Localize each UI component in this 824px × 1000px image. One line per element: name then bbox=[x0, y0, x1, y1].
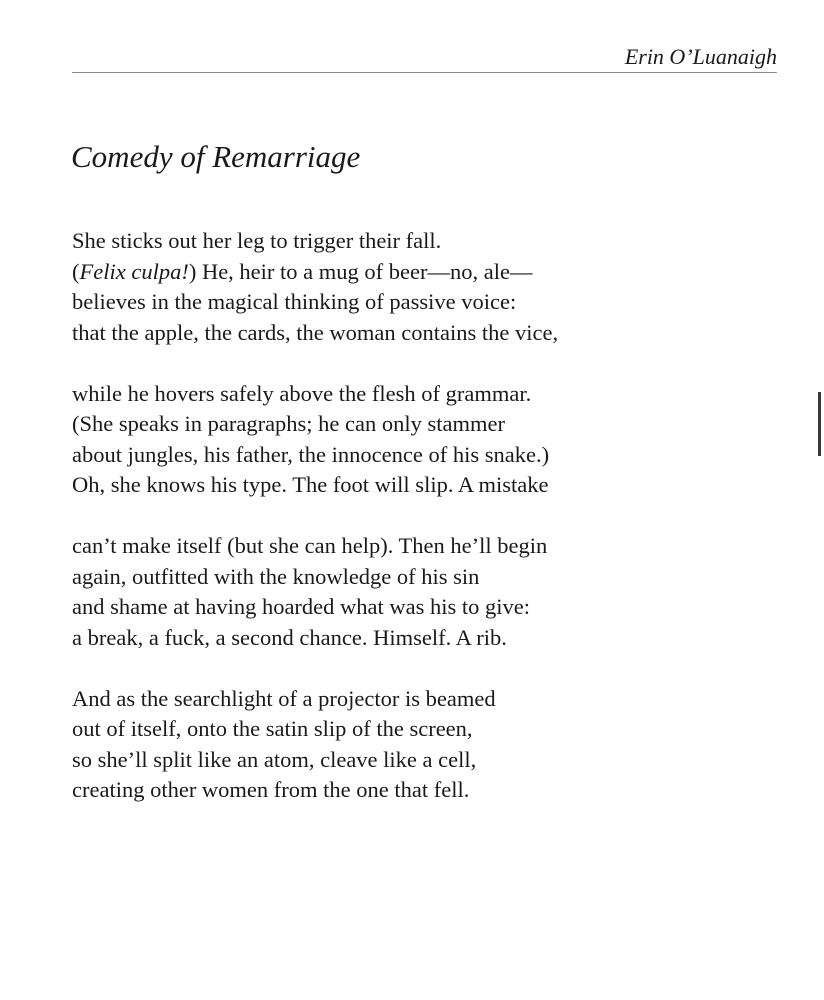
stanza bbox=[72, 379, 772, 501]
poem-line: out of itself, onto the satin slip of the screen, bbox=[72, 716, 473, 741]
poem-body bbox=[72, 226, 772, 836]
stanza bbox=[72, 226, 772, 348]
poem-line: (She speaks in paragraphs; he can only stammer bbox=[72, 411, 505, 436]
poem-title: Comedy of Remarriage bbox=[71, 139, 361, 174]
author-name: Erin O’Luanaigh bbox=[624, 44, 777, 69]
poem-line bbox=[72, 257, 772, 288]
poem-line: that the apple, the cards, the woman contains the vice, bbox=[72, 319, 559, 345]
poem-line: about jungles, his father, the innocence of his snake.) bbox=[72, 441, 550, 467]
poem-line: a break, a fuck, a second chance. Himself. A rib. bbox=[72, 624, 507, 650]
stanza bbox=[72, 531, 772, 653]
poem-line: and shame at having hoarded what was his to give: bbox=[72, 594, 531, 619]
poem-line: again, outfitted with the knowledge of his sin bbox=[72, 563, 480, 589]
poem-line: can’t make itself (but she can help). Then he’ll begin bbox=[72, 533, 548, 558]
poem-line-text: ( bbox=[72, 258, 80, 284]
poem-line: Oh, she knows his type. The foot will slip. A mistake bbox=[72, 472, 549, 497]
poem-line: And as the searchlight of a projector is beamed bbox=[72, 685, 496, 711]
stanza bbox=[72, 684, 772, 806]
poem-line-text: ) He, heir to a mug of beer—no, ale— bbox=[188, 258, 533, 284]
poem-line: creating other women from the one that fell. bbox=[72, 777, 470, 802]
poem-line: while he hovers safely above the flesh of grammar. bbox=[72, 380, 532, 406]
poem-line: She sticks out her leg to trigger their fall. bbox=[72, 228, 442, 253]
poem-line: believes in the magical thinking of passive voice: bbox=[72, 289, 517, 314]
running-header bbox=[72, 42, 777, 73]
latin-phrase: Felix culpa! bbox=[79, 258, 189, 284]
scroll-indicator[interactable] bbox=[818, 392, 821, 456]
poem-line: so she’ll split like an atom, cleave like a cell, bbox=[72, 746, 477, 772]
